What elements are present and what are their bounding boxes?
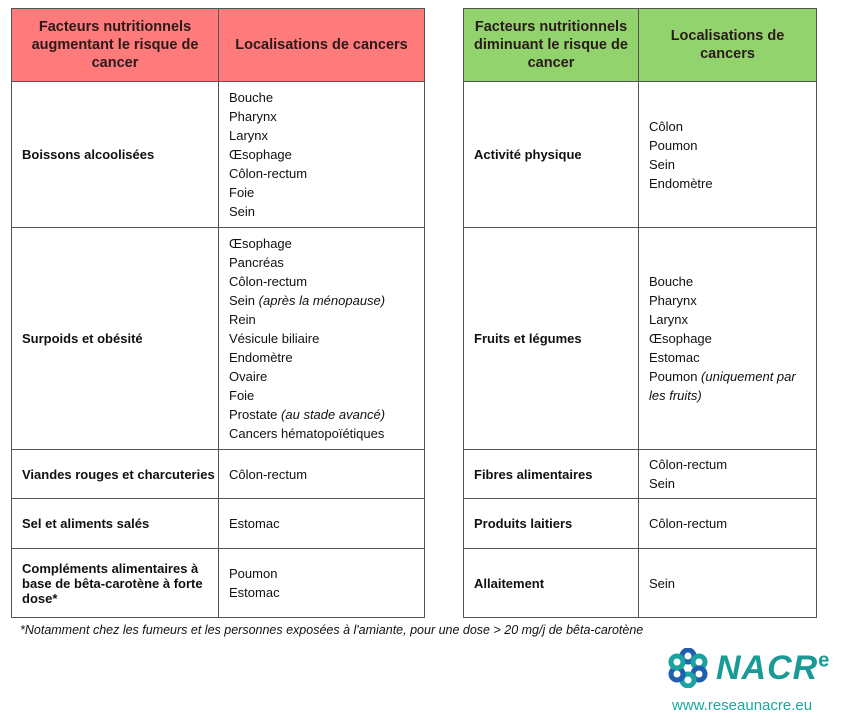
sites	[219, 82, 425, 228]
sites	[219, 228, 425, 450]
site-note: (après la ménopause)	[258, 293, 386, 308]
factor: Activité physique	[464, 82, 639, 228]
site: Côlon-rectum	[229, 466, 308, 482]
header-factors: Facteurs nutritionnels diminuant le risque de cancer	[464, 9, 639, 82]
site: Foie	[229, 388, 255, 403]
table-row	[12, 450, 425, 499]
site: Côlon-rectum	[229, 166, 308, 181]
site: Foie	[229, 185, 255, 200]
site: Estomac	[229, 585, 280, 600]
factor: Fibres alimentaires	[464, 450, 639, 499]
site: Poumon	[649, 369, 698, 384]
site: Côlon-rectum	[649, 516, 728, 531]
factor: Fruits et légumes	[464, 228, 639, 450]
risk-decrease-table	[463, 8, 817, 618]
brand-name: NACR$^e$	[716, 648, 831, 687]
site: Pharynx	[649, 293, 697, 308]
site: Œsophage	[229, 147, 292, 162]
factor: Viandes rouges et charcuteries	[12, 450, 219, 499]
site: Sein	[229, 293, 256, 308]
table-row	[464, 450, 817, 499]
site: Larynx	[229, 128, 269, 143]
factor: Produits laitiers	[464, 499, 639, 549]
footnote: *Notamment chez les fumeurs et les personnes exposées à l'amiante, pour une dose > 20 mg/j de bêta-carotène	[20, 623, 644, 637]
site: Poumon	[649, 137, 698, 153]
site-note: (uniquement par les fruits)	[649, 369, 796, 403]
table-row	[464, 228, 817, 450]
site: Larynx	[649, 312, 689, 327]
site: Pharynx	[229, 109, 277, 124]
site: Rein	[229, 312, 256, 327]
site: Prostate	[229, 407, 278, 422]
factor: Boissons alcoolisées	[12, 82, 219, 228]
factor: Sel et aliments salés	[12, 499, 219, 549]
table-row	[464, 549, 817, 618]
site: Bouche	[229, 90, 274, 105]
header-sites: Localisations de cancers	[219, 9, 425, 82]
site: Pancréas	[229, 255, 284, 270]
site: Côlon-rectum	[649, 457, 728, 472]
site: Endomètre	[649, 175, 713, 191]
table-row	[464, 82, 817, 228]
site: Côlon	[649, 118, 683, 134]
site: Sein	[229, 204, 256, 219]
site: Poumon	[229, 566, 278, 581]
header-sites: Localisations de cancers	[639, 9, 817, 82]
site: Cancers hématopoïétiques	[229, 426, 385, 441]
site: Estomac	[649, 350, 700, 365]
table-row	[12, 82, 425, 228]
site: Sein	[649, 156, 676, 172]
site: Œsophage	[229, 236, 292, 251]
website-link[interactable]: www.reseaunacre.eu	[672, 697, 813, 714]
site: Sein	[649, 575, 676, 591]
site: Bouche	[649, 274, 694, 289]
nacre-flower-icon	[668, 648, 708, 688]
site: Côlon-rectum	[229, 274, 308, 289]
factor: Surpoids et obésité	[12, 228, 219, 450]
site: Œsophage	[649, 331, 712, 346]
site: Ovaire	[229, 369, 268, 384]
nacre-logo	[668, 648, 830, 688]
header-factors: Facteurs nutritionnels augmentant le risque de cancer	[12, 9, 219, 82]
site: Endomètre	[229, 350, 293, 365]
site: Vésicule biliaire	[229, 331, 320, 346]
table-row	[12, 499, 425, 549]
site-note: (au stade avancé)	[281, 407, 386, 422]
site: Estomac	[229, 516, 280, 531]
risk-increase-table	[11, 8, 425, 618]
table-row	[464, 499, 817, 549]
factor: Allaitement	[464, 549, 639, 618]
factor: Compléments alimentaires à base de bêta-carotène à forte dose*	[12, 549, 219, 618]
site: Sein	[649, 476, 676, 491]
table-row	[12, 228, 425, 450]
table-row	[12, 549, 425, 618]
